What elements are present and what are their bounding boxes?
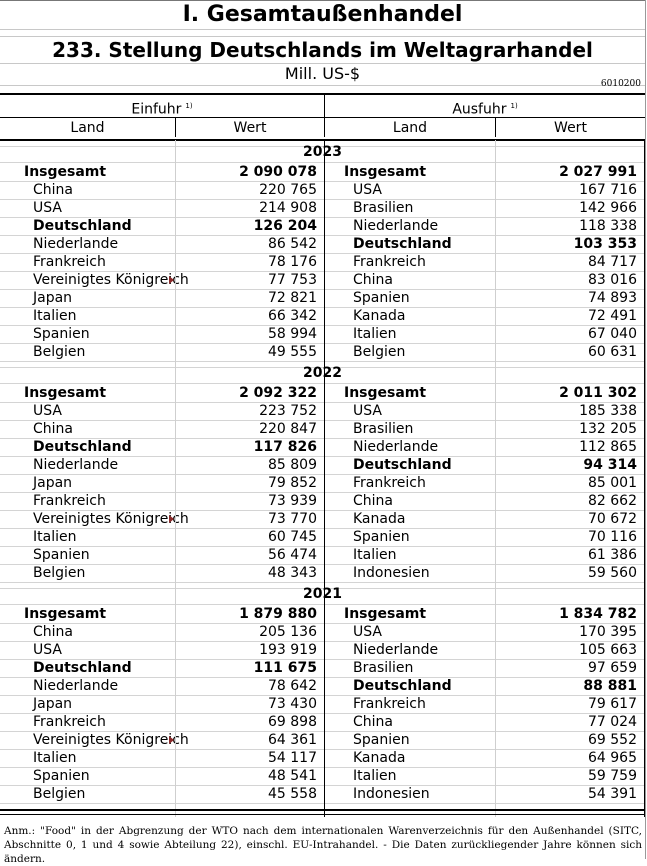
- import-country: Vereinigtes Königreich: [33, 511, 189, 527]
- year-heading: 2023: [0, 142, 645, 163]
- export-country: Frankreich: [353, 475, 426, 491]
- export-value: 69 552: [588, 732, 637, 748]
- export-value: 64 965: [588, 750, 637, 766]
- export-country: Indonesien: [353, 786, 430, 802]
- table-row: [0, 528, 645, 547]
- import-value: 66 342: [268, 308, 317, 324]
- import-value: 85 809: [268, 457, 317, 473]
- col-wert-export: Wert: [554, 120, 587, 136]
- page-title: I. Gesamtaußenhandel: [0, 0, 645, 30]
- overflow-arrow-icon: [169, 276, 174, 284]
- import-value: 79 852: [268, 475, 317, 491]
- import-country: Japan: [33, 290, 73, 306]
- import-country: Deutschland: [33, 439, 132, 455]
- export-country: Belgien: [353, 344, 406, 360]
- import-value: 214 908: [259, 200, 317, 216]
- import-value: 73 770: [268, 511, 317, 527]
- footnote: Anm.: "Food" in der Abgrenzung der WTO nach dem internationalen Warenverzeichnis für den Außenhandel (SITC, Abschnitte 0, 1 und 4 sowie Abteilung 22), einschl. EU-Intrahandel. - Die Daten zurückliegender Jahre können sich ändern.: [4, 825, 642, 865]
- import-country: USA: [33, 642, 62, 658]
- import-value: 45 558: [268, 786, 317, 802]
- import-country: Vereinigtes Königreich: [33, 272, 189, 288]
- table-row: [0, 767, 645, 786]
- export-value: 132 205: [579, 421, 637, 437]
- export-value: 85 001: [588, 475, 637, 491]
- export-value: 77 024: [588, 714, 637, 730]
- export-value: 59 759: [588, 768, 637, 784]
- export-country: Brasilien: [353, 421, 414, 437]
- export-country: Brasilien: [353, 660, 414, 676]
- table-title: 233. Stellung Deutschlands im Weltagrarhandel: [0, 36, 645, 64]
- table-row: [0, 695, 645, 714]
- export-value: 70 116: [588, 529, 637, 545]
- export-country: Kanada: [353, 750, 406, 766]
- export-value: 54 391: [588, 786, 637, 802]
- export-country: Deutschland: [353, 678, 452, 694]
- table-row: [0, 217, 645, 236]
- grid-line: [495, 140, 496, 817]
- table-row: [0, 181, 645, 200]
- table-row: [0, 623, 645, 642]
- import-country: China: [33, 421, 73, 437]
- table-row: [0, 402, 645, 421]
- import-value: 1 879 880: [239, 606, 317, 622]
- table-bottom-rule: [0, 814, 645, 815]
- import-country: USA: [33, 403, 62, 419]
- export-country: USA: [353, 182, 382, 198]
- export-country: Insgesamt: [344, 164, 427, 180]
- export-value: 59 560: [588, 565, 637, 581]
- import-value: 2 092 322: [239, 385, 317, 401]
- table-row: [0, 659, 645, 678]
- export-country: USA: [353, 624, 382, 640]
- export-country: Spanien: [353, 529, 410, 545]
- overflow-arrow-icon: [169, 736, 174, 744]
- footnote-mark-import: 1): [185, 102, 193, 110]
- export-value: 112 865: [579, 439, 637, 455]
- export-value: 72 491: [588, 308, 637, 324]
- export-value: 118 338: [579, 218, 637, 234]
- export-value: 60 631: [588, 344, 637, 360]
- table-row: [0, 343, 645, 362]
- export-value: 70 672: [588, 511, 637, 527]
- export-country: Italien: [353, 768, 397, 784]
- export-country: Frankreich: [353, 254, 426, 270]
- table-row: [0, 271, 645, 290]
- import-country: Niederlande: [33, 678, 119, 694]
- table-row: [0, 785, 645, 804]
- export-country: China: [353, 493, 393, 509]
- col-wert-import: Wert: [233, 120, 267, 136]
- export-country: Brasilien: [353, 200, 414, 216]
- export-value: 84 717: [588, 254, 637, 270]
- table-row: [0, 677, 645, 696]
- import-value: 193 919: [259, 642, 317, 658]
- table-row: [0, 564, 645, 583]
- export-value: 185 338: [579, 403, 637, 419]
- export-value: 1 834 782: [559, 606, 637, 622]
- table-row: [0, 641, 645, 660]
- import-value: 117 826: [253, 439, 317, 455]
- export-value: 105 663: [579, 642, 637, 658]
- overflow-arrow-icon: [169, 515, 174, 523]
- export-value: 83 016: [588, 272, 637, 288]
- table-row: [0, 546, 645, 565]
- total-row: [0, 384, 645, 403]
- export-value: 103 353: [573, 236, 637, 252]
- table-bottom-rule: [0, 809, 645, 811]
- table-row: [0, 307, 645, 326]
- table-row: [0, 235, 645, 254]
- export-country: Insgesamt: [344, 606, 427, 622]
- import-country: Insgesamt: [24, 164, 107, 180]
- total-row: [0, 163, 645, 182]
- import-value: 48 343: [268, 565, 317, 581]
- import-country: Frankreich: [33, 254, 106, 270]
- import-country: Spanien: [33, 547, 90, 563]
- import-country: Italien: [33, 308, 77, 324]
- import-country: Niederlande: [33, 236, 119, 252]
- export-value: 67 040: [588, 326, 637, 342]
- table-row: [0, 325, 645, 344]
- export-country: Kanada: [353, 511, 406, 527]
- table-row: [0, 731, 645, 750]
- table-row: [0, 510, 645, 529]
- import-value: 223 752: [259, 403, 317, 419]
- import-value: 64 361: [268, 732, 317, 748]
- import-country: Insgesamt: [24, 606, 107, 622]
- import-value: 72 821: [268, 290, 317, 306]
- import-country: China: [33, 182, 73, 198]
- import-country: Italien: [33, 750, 77, 766]
- import-value: 220 847: [259, 421, 317, 437]
- import-country: USA: [33, 200, 62, 216]
- import-value: 126 204: [253, 218, 317, 234]
- import-country: Niederlande: [33, 457, 119, 473]
- import-country: Insgesamt: [24, 385, 107, 401]
- import-value: 77 753: [268, 272, 317, 288]
- table-row: [0, 713, 645, 732]
- export-country: Indonesien: [353, 565, 430, 581]
- year-heading: 2021: [0, 584, 645, 605]
- import-value: 49 555: [268, 344, 317, 360]
- table-row: [0, 253, 645, 272]
- year-heading: 2022: [0, 363, 645, 384]
- export-country: China: [353, 714, 393, 730]
- export-value: 74 893: [588, 290, 637, 306]
- import-country: Japan: [33, 696, 73, 712]
- import-country: Frankreich: [33, 714, 106, 730]
- import-country: Vereinigtes Königreich: [33, 732, 189, 748]
- import-value: 86 542: [268, 236, 317, 252]
- table-header: [0, 93, 645, 141]
- export-country: Deutschland: [353, 457, 452, 473]
- export-value: 88 881: [583, 678, 637, 694]
- table-row: [0, 474, 645, 493]
- table-row: [0, 456, 645, 475]
- export-value: 82 662: [588, 493, 637, 509]
- export-value: 94 314: [583, 457, 637, 473]
- export-value: 79 617: [588, 696, 637, 712]
- table-row: [0, 438, 645, 457]
- import-country: Spanien: [33, 326, 90, 342]
- import-country: Italien: [33, 529, 77, 545]
- export-country: Niederlande: [353, 218, 439, 234]
- unit-label: Mill. US-$: [0, 63, 645, 86]
- import-country: Deutschland: [33, 660, 132, 676]
- export-value: 97 659: [588, 660, 637, 676]
- import-country: China: [33, 624, 73, 640]
- export-label: Ausfuhr: [452, 101, 507, 118]
- export-value: 2 027 991: [559, 164, 637, 180]
- export-country: Niederlande: [353, 642, 439, 658]
- footnote-mark-export: 1): [510, 102, 518, 110]
- export-value: 2 011 302: [559, 385, 637, 401]
- export-country: Kanada: [353, 308, 406, 324]
- export-country: USA: [353, 403, 382, 419]
- import-value: 69 898: [268, 714, 317, 730]
- export-country: Italien: [353, 326, 397, 342]
- export-country: Spanien: [353, 732, 410, 748]
- import-value: 54 117: [268, 750, 317, 766]
- import-country: Japan: [33, 475, 73, 491]
- table-row: [0, 749, 645, 768]
- import-label: Einfuhr: [131, 101, 182, 118]
- table-row: [0, 199, 645, 218]
- export-country: Niederlande: [353, 439, 439, 455]
- export-country: Spanien: [353, 290, 410, 306]
- table-row: [0, 420, 645, 439]
- export-country: Italien: [353, 547, 397, 563]
- export-value: 142 966: [579, 200, 637, 216]
- import-value: 205 136: [259, 624, 317, 640]
- import-value: 60 745: [268, 529, 317, 545]
- col-land-export: Land: [392, 120, 428, 136]
- import-value: 56 474: [268, 547, 317, 563]
- import-value: 2 090 078: [239, 164, 317, 180]
- import-country: Belgien: [33, 344, 86, 360]
- export-value: 167 716: [579, 182, 637, 198]
- export-value: 61 386: [588, 547, 637, 563]
- import-value: 220 765: [259, 182, 317, 198]
- table-code: 6010200: [600, 79, 641, 89]
- table-row: [0, 492, 645, 511]
- import-value: 78 642: [268, 678, 317, 694]
- import-country: Belgien: [33, 786, 86, 802]
- export-country: Frankreich: [353, 696, 426, 712]
- import-value: 73 939: [268, 493, 317, 509]
- table-row: [0, 289, 645, 308]
- total-row: [0, 605, 645, 624]
- col-land-import: Land: [70, 120, 105, 136]
- import-country: Frankreich: [33, 493, 106, 509]
- import-value: 111 675: [253, 660, 317, 676]
- import-country: Deutschland: [33, 218, 132, 234]
- export-country: Deutschland: [353, 236, 452, 252]
- export-value: 170 395: [579, 624, 637, 640]
- import-country: Spanien: [33, 768, 90, 784]
- import-value: 78 176: [268, 254, 317, 270]
- export-country: Insgesamt: [344, 385, 427, 401]
- export-country: China: [353, 272, 393, 288]
- import-value: 73 430: [268, 696, 317, 712]
- grid-line: [324, 140, 325, 817]
- grid-line: [175, 140, 176, 817]
- import-value: 58 994: [268, 326, 317, 342]
- import-country: Belgien: [33, 565, 86, 581]
- import-value: 48 541: [268, 768, 317, 784]
